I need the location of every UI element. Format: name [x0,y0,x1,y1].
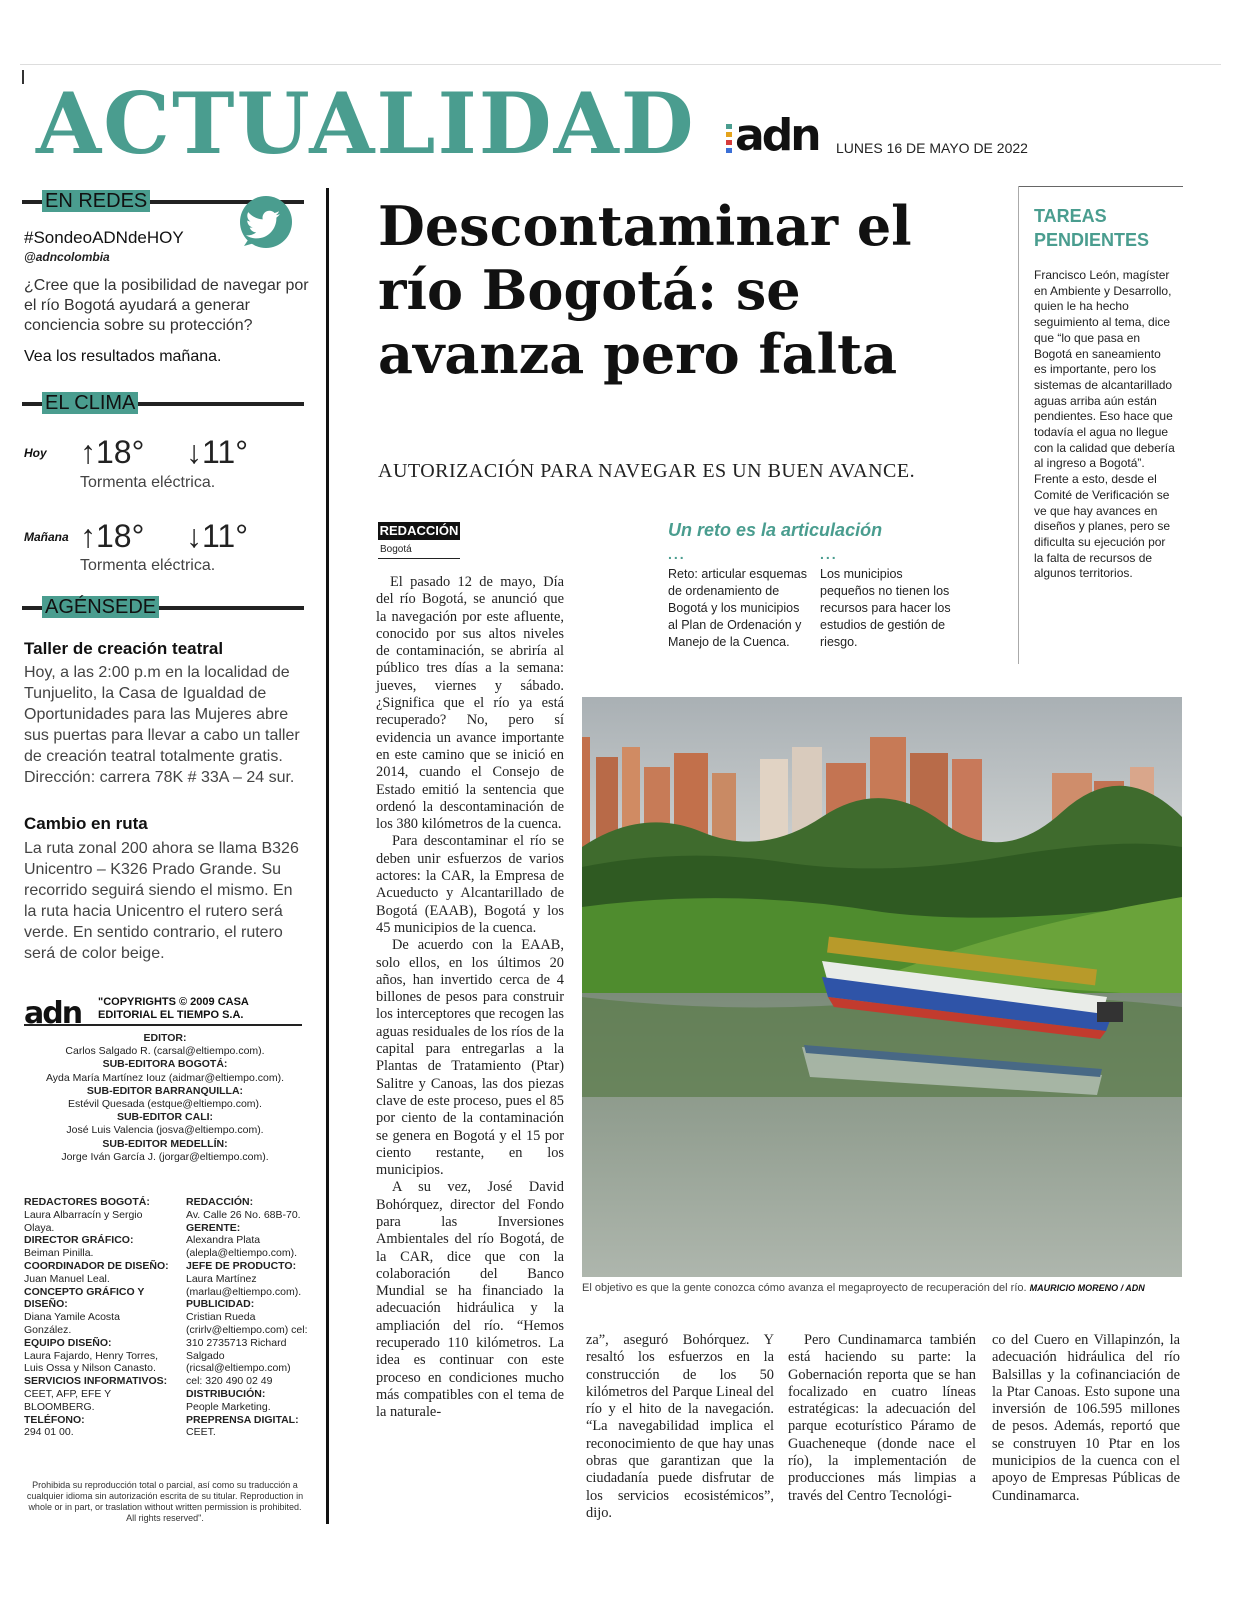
credit-name: Juan Manuel Leal. [24,1272,110,1285]
copyright: "COPYRIGHTS © 2009 CASA EDITORIAL EL TIEMPO S.A. [98,996,249,1021]
en-redes-label: EN REDES [42,190,150,212]
twitter-bird-icon [236,194,296,254]
weather-min-today: ↓11° [186,434,249,470]
agenda-header [22,596,304,616]
el-clima-header [22,392,304,412]
sidebar-rule [1018,186,1183,187]
staff-name: Ayda María Martínez Iouz (aidmar@eltiempo.com). [45,1071,285,1084]
credit-role: DISTRIBUCIÓN: [186,1387,266,1400]
credits-right-column [186,1196,308,1439]
weather-max-today: ↑18° [80,434,145,470]
staff-role: EDITOR: [143,1032,187,1044]
credit-role: SERVICIOS INFORMATIVOS: [24,1375,168,1388]
article-column-4 [992,1332,1180,1505]
reto-dots-right: ... [820,546,838,562]
logo-bars-icon [726,124,732,156]
credit-name: Laura Albarracín y Sergio Olaya. [24,1208,143,1234]
credit-name: CEET. [186,1426,216,1439]
weather-desc-tomorrow: Tormenta eléctrica. [80,557,216,574]
article-headline: Descontaminar el río Bogotá: se avanza pero falta [378,194,912,386]
staff-name: José Luis Valencia (josva@eltiempo.com). [66,1124,264,1137]
staff-role: SUB-EDITOR BARRANQUILLA: [86,1084,244,1097]
event-body: Hoy, a las 2:00 p.m en la localidad de Tunjuelito, la Casa de Igualdad de Oportunidades para las Mujeres abre sus puertas para llevar a cabo un taller de creación teatral totalmente gratis. Dirección: carrera 78K # 33A – 24 sur. [24,664,300,786]
credit-role: PUBLICIDAD: [186,1298,255,1311]
weather-max-tomorrow: ↑18° [80,518,145,554]
credits-rule [24,1024,302,1026]
article-paragraph: A su vez, José David Bohórquez, director del Fondo para las Inversiones Ambientales del río Bogotá, de la CAR, dice que con la colaboración del Banco Mundial se ha financiado la adecuación hidráulica y la ampliación del río. “Hemos recuperado 110 kilómetros. La idea es continuar con este proceso en condiciones mucho más compatibles con el tema de la naturale- [376,1179,564,1421]
issue-date: LUNES 16 DE MAYO DE 2022 [836,140,1028,156]
article-subhead: AUTORIZACIÓN PARA NAVEGAR ES UN BUEN AVANCE. [378,460,916,482]
sidebar-title: TAREAS PENDIENTES [1034,206,1150,250]
article-column-1 [376,574,564,1422]
top-rule [20,64,1221,65]
credit-role: CONCEPTO GRÁFICO Y DISEÑO: [24,1285,145,1311]
article-column-3 [788,1332,976,1505]
section-title: ACTUALIDAD [36,74,696,173]
twitter-handle: @adncolombia [24,250,110,264]
credit-role: JEFE DE PRODUCTO: [186,1259,297,1272]
weather-min-tomorrow: ↓11° [186,518,249,554]
event-body: La ruta zonal 200 ahora se llama B326 Unicentro – K326 Prado Grande. Su recorrido seguirá siendo el mismo. En la ruta hacia Unicentro el rutero será verde. En sentido contrario, el rutero será de color beige. [24,840,299,962]
photo-caption [582,1282,1182,1294]
credit-role: TELÉFONO: [24,1413,85,1426]
hashtag: #SondeoADNdeHOY [24,228,184,247]
article-paragraph: De acuerdo con la EAAB, solo ellos, en los últimos 20 años, han invertido cerca de 4 billones de pesos para construir los interceptores que recogen las aguas residuales de los ríos de la capital para entregarlas a la Plantas de Tratamiento (Ptar) Salitre y Canoas, las dos piezas clave de este proceso, pues el 85 por ciento de la contaminación se genera en Bogotá y el 15 por ciento restante, en los municipios. [376,937,564,1179]
agenda-label: AGÉNSEDE [42,596,159,618]
credit-name: Beiman Pinilla. [24,1247,94,1260]
credit-name: Laura Martínez (marlau@eltiempo.com). [186,1272,302,1298]
event-title: Taller de creación teatral [24,639,224,658]
credit-name: Diana Yamile Acosta González. [24,1311,120,1336]
sidebar-body: Francisco León, magíster en Ambiente y Desarrollo, quien le ha hecho seguimiento al tema, dice que “lo que pasa en Bogotá en saneamiento es importante, pero los sistemas de alcantarillado aguas arriba aún están pendientes. Eso hace que todavía el agua no llegue con la calidad que debería al ingreso a Bogotá”. Frente a esto, desde el Comité de Verificación se ve que hay avances en diseños y planes, pero se dificulta su ejecución por la falta de recursos de algunos territorios. [1034,268,1175,581]
credit-role: REDACTORES BOGOTÁ: [24,1196,150,1208]
photo-caption-text: El objetivo es que la gente conozca cómo avanza el megaproyecto de recuperación del río. [582,1282,1027,1294]
credits-left-column [24,1196,170,1439]
event-title: Cambio en ruta [24,814,148,833]
reto-point: Reto: articular esquemas de ordenamiento de Bogotá y los municipios al Plan de Ordenación y Manejo de la Cuenca. [668,567,807,649]
credit-name: 294 01 00. [24,1426,74,1439]
staff-role: SUB-EDITOR MEDELLÍN: [102,1137,228,1150]
adn-logo-small: adn [24,996,82,1031]
credit-name: Laura Fajardo, Henry Torres, Luis Ossa y Nilson Canasto. [24,1349,159,1375]
weather-desc-today: Tormenta eléctrica. [80,474,216,491]
staff-name: Jorge Iván García J. (jorgar@eltiempo.com). [61,1150,269,1163]
reto-title: Un reto es la articulación [668,520,883,540]
el-clima-label: EL CLIMA [42,392,138,414]
crop-mark [22,70,24,84]
credit-role: DIRECTOR GRÁFICO: [24,1234,134,1247]
article-paragraph: co del Cuero en Villapinzón, la adecuación hidráulica del río Balsillas y la cofinanciación de la Ptar Canoas. Esto supone una inversión de 106.595 millones de pesos. Además, reportó que se construyen 10 Ptar en los municipios de la cuenca con el apoyo de Empresas Públicas de Cundinamarca. [992,1332,1180,1504]
article-paragraph: Pero Cundinamarca también está haciendo su parte: la Gobernación reporta que se han focalizado en cuatro líneas estratégicas: la adecuación del parque ecoturístico Páramo de Guacheneque (donde nace el río), la implementación de producciones más limpias a través del Centro Tecnológi- [788,1332,976,1504]
weather-day-tomorrow: Mañana [24,530,69,544]
article-paragraph: Para descontaminar el río se deben unir esfuerzos de varios actores: la CAR, la Empresa de Acueducto y Alcantarillado de Bogotá (EAAB), Bogotá y los 45 municipios de la cuenca. [376,833,564,936]
staff-name: Estévil Quesada (estque@eltiempo.com). [68,1098,262,1111]
staff-role: SUB-EDITOR CALI: [116,1111,214,1124]
credit-role: COORDINADOR DE DISEÑO: [24,1259,169,1272]
weather-day-today: Hoy [24,446,47,460]
reto-dots-left: ... [668,546,686,562]
article-paragraph: za”, aseguró Bohórquez. Y resaltó los esfuerzos en la construcción de los 50 kilómetros del Parque Lineal del río y el hito de la navegación. “La navegabilidad implica el reconocimiento de que hay unas obras que garantizan que la ciudadanía puede disfrutar de los servicios ecosistémicos”, dijo. [586,1332,774,1521]
column-divider [326,188,329,1524]
credit-name: Alexandra Plata (alepla@eltiempo.com). [186,1234,298,1260]
credit-role: REDACCIÓN: [186,1196,254,1208]
poll-question: ¿Cree que la posibilidad de navegar por el río Bogotá ayudará a generar conciencia sobre su protección? [24,277,309,334]
staff-name: Carlos Salgado R. (carsal@eltiempo.com). [65,1045,265,1058]
credit-name: People Marketing. [186,1400,271,1413]
legal-notice: Prohibida su reproducción total o parcial, así como su traducción a cualquier idioma sin autorización escrita de su titular. Reproduction in whole or in part, or traslation without written permission is prohibited. All rights reserved". [26,1480,304,1523]
byline: REDACCIÓN [379,523,459,538]
editors-list [24,1032,306,1164]
credit-role: EQUIPO DISEÑO: [24,1336,112,1349]
byline-city: Bogotá [380,544,412,555]
reto-point: Los municipios pequeños no tienen los recursos para hacer los estudios de gestión de riesgo. [820,567,951,649]
adn-logo [726,110,822,162]
credit-role: PREPRENSA DIGITAL: [186,1413,299,1426]
credit-name: Cristian Rueda (crirlv@eltiempo.com) cel: 310 2735713 Richard Salgado (ricsal@eltiempo.com) cel: 320 490 02 49 [186,1311,308,1388]
article-column-2 [586,1332,774,1522]
byline-rule [378,558,460,559]
logo-text: adn [735,110,819,161]
river-boat-photo [582,697,1182,1277]
photo-credit: MAURICIO MORENO / ADN [1029,1283,1145,1293]
staff-role: SUB-EDITORA BOGOTÁ: [102,1058,228,1071]
poll-results-note: Vea los resultados mañana. [24,348,222,365]
credit-role: GERENTE: [186,1221,241,1234]
article-paragraph: El pasado 12 de mayo, Día del río Bogotá, se anunció que la navegación por este afluente, conocido por sus altos niveles de contaminación, se abriría al público tres días a la semana: jueves, viernes y sábado. ¿Significa que el río ya está recuperado? No, pero sí evidencia un avance importante en este camino que se inició en 2014, cuando el Consejo de Estado emitió la sentencia que ordenó la descontaminación de los 380 kilómetros de la cuenca. [376,574,564,833]
credit-name: CEET, AFP, EFE Y BLOOMBERG. [24,1387,111,1413]
credit-name: Av. Calle 26 No. 68B-70. [186,1208,301,1221]
sidebar-vline [1018,186,1019,664]
